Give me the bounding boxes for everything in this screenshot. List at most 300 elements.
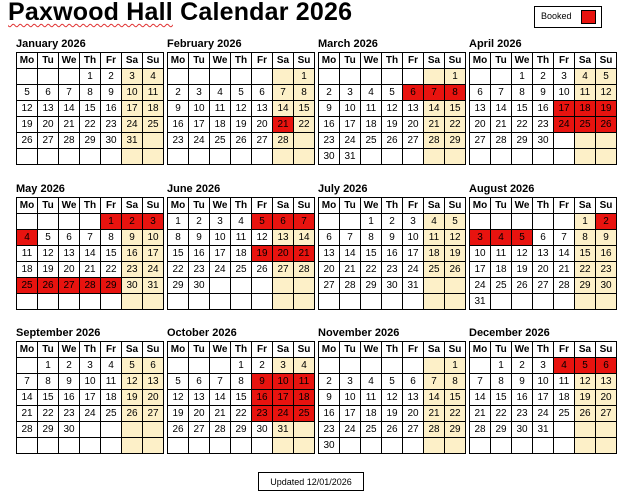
day-cell: 2 [122, 214, 143, 230]
empty-cell [340, 358, 361, 374]
empty-cell [596, 149, 617, 165]
empty-cell [382, 69, 403, 85]
weekday-header: Tu [189, 53, 210, 69]
weekday-header: Sa [424, 53, 445, 69]
weekday-header: Fr [403, 53, 424, 69]
day-cell: 11 [143, 85, 164, 101]
day-cell: 2 [533, 69, 554, 85]
day-cell: 12 [38, 246, 59, 262]
day-cell: 18 [575, 101, 596, 117]
empty-cell [231, 438, 252, 454]
day-cell: 3 [403, 214, 424, 230]
day-cell: 16 [59, 390, 80, 406]
day-cell: 3 [143, 214, 164, 230]
day-cell: 15 [80, 101, 101, 117]
day-cell: 11 [424, 230, 445, 246]
day-cell: 14 [210, 390, 231, 406]
month-table [469, 197, 617, 310]
day-cell: 1 [38, 358, 59, 374]
day-cell: 9 [168, 101, 189, 117]
empty-cell [80, 438, 101, 454]
day-cell: 4 [554, 358, 575, 374]
empty-cell [59, 214, 80, 230]
legend [534, 6, 602, 28]
day-cell: 1 [101, 214, 122, 230]
empty-cell [294, 438, 315, 454]
day-cell: 13 [403, 101, 424, 117]
day-cell: 23 [252, 406, 273, 422]
week-row [470, 230, 617, 246]
day-cell: 26 [122, 406, 143, 422]
empty-cell [252, 438, 273, 454]
week-row [168, 101, 315, 117]
month-title: March 2026 [318, 38, 378, 50]
weekday-header: Su [596, 342, 617, 358]
day-cell: 8 [491, 374, 512, 390]
day-cell: 21 [80, 262, 101, 278]
day-cell: 18 [143, 101, 164, 117]
weekday-header: We [210, 53, 231, 69]
day-cell: 13 [533, 246, 554, 262]
week-row [319, 133, 466, 149]
day-cell: 31 [533, 422, 554, 438]
empty-cell [210, 69, 231, 85]
weekday-header: Su [143, 198, 164, 214]
week-row [319, 374, 466, 390]
day-cell: 27 [189, 422, 210, 438]
day-cell: 26 [382, 422, 403, 438]
week-row [168, 262, 315, 278]
empty-cell [143, 149, 164, 165]
day-cell: 15 [168, 246, 189, 262]
day-cell: 9 [59, 374, 80, 390]
empty-cell [38, 69, 59, 85]
weekday-header: Sa [273, 342, 294, 358]
day-cell: 11 [491, 246, 512, 262]
day-cell: 13 [596, 374, 617, 390]
day-cell: 23 [319, 133, 340, 149]
day-cell: 24 [554, 117, 575, 133]
week-row [470, 133, 617, 149]
empty-cell [38, 438, 59, 454]
empty-cell [17, 214, 38, 230]
day-cell: 21 [491, 117, 512, 133]
weekday-header: Sa [424, 198, 445, 214]
week-row [319, 85, 466, 101]
month-table [167, 197, 315, 310]
week-row [168, 117, 315, 133]
empty-cell [512, 149, 533, 165]
weekday-header: We [512, 198, 533, 214]
day-cell: 23 [512, 406, 533, 422]
empty-cell [403, 438, 424, 454]
day-cell: 25 [361, 422, 382, 438]
day-cell: 1 [294, 69, 315, 85]
month-december [469, 326, 619, 454]
empty-cell [361, 358, 382, 374]
empty-cell [122, 438, 143, 454]
weekday-header: Mo [17, 198, 38, 214]
day-cell: 8 [361, 230, 382, 246]
title-hall-name: Paxwood Hall [8, 0, 173, 26]
weekday-header: Fr [554, 342, 575, 358]
day-cell: 30 [122, 278, 143, 294]
day-cell: 18 [231, 246, 252, 262]
day-cell: 23 [122, 262, 143, 278]
weekday-header: Tu [189, 198, 210, 214]
day-cell: 7 [273, 85, 294, 101]
weekday-header: Sa [424, 342, 445, 358]
empty-cell [168, 149, 189, 165]
empty-cell [122, 422, 143, 438]
day-cell: 4 [361, 374, 382, 390]
day-cell: 8 [294, 85, 315, 101]
day-cell: 19 [252, 246, 273, 262]
week-row [470, 85, 617, 101]
day-cell: 13 [59, 246, 80, 262]
empty-cell [143, 422, 164, 438]
empty-cell [17, 149, 38, 165]
weekday-header: Fr [252, 342, 273, 358]
day-cell: 16 [319, 117, 340, 133]
day-cell: 23 [533, 117, 554, 133]
empty-cell [294, 422, 315, 438]
day-cell: 19 [122, 390, 143, 406]
day-cell: 10 [340, 390, 361, 406]
empty-cell [59, 438, 80, 454]
day-cell: 7 [80, 230, 101, 246]
day-cell: 13 [470, 101, 491, 117]
day-cell: 21 [210, 406, 231, 422]
day-cell: 19 [17, 117, 38, 133]
day-cell: 27 [403, 422, 424, 438]
weekday-header: Fr [403, 198, 424, 214]
empty-cell [319, 294, 340, 310]
weekday-header: Mo [470, 342, 491, 358]
day-cell: 13 [189, 390, 210, 406]
day-cell: 20 [59, 262, 80, 278]
day-cell: 25 [17, 278, 38, 294]
day-cell: 20 [470, 117, 491, 133]
day-cell: 13 [38, 101, 59, 117]
weekday-header: Th [80, 53, 101, 69]
month-title: August 2026 [469, 183, 535, 195]
day-cell: 1 [445, 69, 466, 85]
day-cell: 28 [491, 133, 512, 149]
empty-cell [189, 149, 210, 165]
day-cell: 8 [575, 230, 596, 246]
day-cell: 11 [101, 374, 122, 390]
day-cell: 15 [445, 390, 466, 406]
week-row [168, 230, 315, 246]
empty-cell [273, 69, 294, 85]
week-row [17, 294, 164, 310]
day-cell: 18 [424, 246, 445, 262]
empty-cell [17, 438, 38, 454]
day-cell: 26 [575, 406, 596, 422]
day-cell: 18 [361, 406, 382, 422]
empty-cell [59, 69, 80, 85]
month-title: July 2026 [318, 183, 368, 195]
weekday-header: We [361, 198, 382, 214]
week-row [17, 422, 164, 438]
weekday-header: Fr [252, 198, 273, 214]
month-table [167, 341, 315, 454]
day-cell: 14 [470, 390, 491, 406]
day-cell: 26 [382, 133, 403, 149]
day-cell: 15 [491, 390, 512, 406]
empty-cell [38, 214, 59, 230]
empty-cell [294, 149, 315, 165]
empty-cell [294, 294, 315, 310]
empty-cell [273, 278, 294, 294]
day-cell: 26 [17, 133, 38, 149]
day-cell: 9 [319, 101, 340, 117]
empty-cell [403, 294, 424, 310]
empty-cell [210, 438, 231, 454]
week-row [470, 149, 617, 165]
empty-cell [491, 438, 512, 454]
empty-cell [210, 294, 231, 310]
week-row [17, 133, 164, 149]
empty-cell [143, 133, 164, 149]
day-cell: 20 [319, 262, 340, 278]
empty-cell [424, 278, 445, 294]
day-cell: 23 [189, 262, 210, 278]
day-cell: 28 [210, 422, 231, 438]
day-cell: 25 [491, 278, 512, 294]
day-cell: 7 [424, 85, 445, 101]
day-cell: 30 [319, 149, 340, 165]
day-cell: 5 [382, 85, 403, 101]
day-cell: 10 [340, 101, 361, 117]
week-row [319, 262, 466, 278]
day-cell: 6 [252, 85, 273, 101]
day-cell: 29 [80, 133, 101, 149]
day-cell: 24 [533, 406, 554, 422]
week-row [319, 278, 466, 294]
weekday-header: Su [596, 53, 617, 69]
empty-cell [554, 294, 575, 310]
day-cell: 1 [512, 69, 533, 85]
day-cell: 25 [143, 117, 164, 133]
month-june [167, 182, 317, 310]
day-cell: 15 [445, 101, 466, 117]
day-cell: 24 [470, 278, 491, 294]
day-cell: 17 [533, 390, 554, 406]
day-cell: 2 [319, 85, 340, 101]
empty-cell [143, 438, 164, 454]
week-row [168, 69, 315, 85]
day-cell: 26 [445, 262, 466, 278]
day-cell: 23 [382, 262, 403, 278]
empty-cell [596, 422, 617, 438]
day-cell: 5 [252, 214, 273, 230]
empty-cell [80, 214, 101, 230]
day-cell: 7 [59, 85, 80, 101]
day-cell: 8 [168, 230, 189, 246]
day-cell: 17 [403, 246, 424, 262]
week-row [319, 422, 466, 438]
week-row [470, 438, 617, 454]
day-cell: 8 [445, 85, 466, 101]
empty-cell [382, 358, 403, 374]
empty-cell [445, 438, 466, 454]
day-cell: 5 [231, 85, 252, 101]
day-cell: 11 [294, 374, 315, 390]
month-may [16, 182, 166, 310]
day-cell: 22 [512, 117, 533, 133]
day-cell: 25 [294, 406, 315, 422]
day-cell: 4 [17, 230, 38, 246]
day-cell: 17 [189, 117, 210, 133]
day-cell: 3 [470, 230, 491, 246]
month-title: February 2026 [167, 38, 242, 50]
weekday-header: Tu [491, 198, 512, 214]
day-cell: 9 [596, 230, 617, 246]
day-cell: 19 [575, 390, 596, 406]
empty-cell [210, 278, 231, 294]
day-cell: 7 [491, 85, 512, 101]
day-cell: 16 [596, 246, 617, 262]
week-row [17, 262, 164, 278]
day-cell: 27 [319, 278, 340, 294]
empty-cell [319, 69, 340, 85]
day-cell: 17 [273, 390, 294, 406]
day-cell: 3 [340, 85, 361, 101]
day-cell: 17 [470, 262, 491, 278]
day-cell: 24 [403, 262, 424, 278]
day-cell: 6 [273, 214, 294, 230]
empty-cell [512, 294, 533, 310]
empty-cell [575, 133, 596, 149]
day-cell: 15 [101, 246, 122, 262]
day-cell: 8 [231, 374, 252, 390]
month-table [318, 341, 466, 454]
day-cell: 1 [80, 69, 101, 85]
day-cell: 30 [189, 278, 210, 294]
day-cell: 17 [340, 117, 361, 133]
day-cell: 10 [143, 230, 164, 246]
day-cell: 6 [596, 358, 617, 374]
empty-cell [361, 294, 382, 310]
day-cell: 17 [210, 246, 231, 262]
day-cell: 14 [424, 390, 445, 406]
day-cell: 27 [470, 133, 491, 149]
day-cell: 28 [470, 422, 491, 438]
empty-cell [273, 294, 294, 310]
weekday-header: Su [445, 342, 466, 358]
weekday-header: Th [231, 53, 252, 69]
empty-cell [38, 294, 59, 310]
day-cell: 31 [143, 278, 164, 294]
day-cell: 15 [512, 101, 533, 117]
day-cell: 19 [231, 117, 252, 133]
day-cell: 26 [252, 262, 273, 278]
week-row [319, 358, 466, 374]
empty-cell [403, 149, 424, 165]
empty-cell [445, 278, 466, 294]
day-cell: 13 [273, 230, 294, 246]
month-february [167, 37, 317, 165]
day-cell: 31 [403, 278, 424, 294]
weekday-header: Sa [575, 53, 596, 69]
legend-booked-swatch [581, 10, 596, 24]
day-cell: 14 [17, 390, 38, 406]
empty-cell [252, 294, 273, 310]
empty-cell [470, 358, 491, 374]
day-cell: 27 [252, 133, 273, 149]
day-cell: 16 [512, 390, 533, 406]
day-cell: 9 [122, 230, 143, 246]
weekday-header: We [361, 342, 382, 358]
week-row [17, 230, 164, 246]
day-cell: 24 [80, 406, 101, 422]
day-cell: 28 [340, 278, 361, 294]
empty-cell [533, 438, 554, 454]
weekday-header: We [59, 53, 80, 69]
empty-cell [533, 214, 554, 230]
day-cell: 6 [403, 85, 424, 101]
day-cell: 17 [340, 406, 361, 422]
day-cell: 23 [59, 406, 80, 422]
weekday-header: Th [533, 53, 554, 69]
day-cell: 4 [491, 230, 512, 246]
day-cell: 21 [17, 406, 38, 422]
weekday-header: Th [80, 198, 101, 214]
empty-cell [491, 149, 512, 165]
day-cell: 11 [575, 85, 596, 101]
day-cell: 22 [101, 262, 122, 278]
week-row [168, 422, 315, 438]
day-cell: 6 [403, 374, 424, 390]
day-cell: 10 [403, 230, 424, 246]
legend-label: Booked [541, 11, 572, 21]
empty-cell [189, 294, 210, 310]
day-cell: 11 [231, 230, 252, 246]
weekday-header: Th [533, 198, 554, 214]
day-cell: 17 [80, 390, 101, 406]
week-row [17, 117, 164, 133]
day-cell: 27 [143, 406, 164, 422]
day-cell: 17 [143, 246, 164, 262]
empty-cell [575, 438, 596, 454]
day-cell: 20 [143, 390, 164, 406]
day-cell: 28 [424, 422, 445, 438]
empty-cell [80, 422, 101, 438]
day-cell: 21 [554, 262, 575, 278]
day-cell: 6 [38, 85, 59, 101]
day-cell: 4 [143, 69, 164, 85]
day-cell: 30 [101, 133, 122, 149]
month-title: November 2026 [318, 327, 400, 339]
empty-cell [470, 149, 491, 165]
weekday-header: Sa [273, 198, 294, 214]
weekday-header: Th [80, 342, 101, 358]
day-cell: 28 [59, 133, 80, 149]
day-cell: 16 [101, 101, 122, 117]
day-cell: 26 [231, 133, 252, 149]
empty-cell [596, 438, 617, 454]
weekday-header: We [361, 53, 382, 69]
month-table [16, 52, 164, 165]
day-cell: 6 [143, 358, 164, 374]
week-row [319, 390, 466, 406]
week-row [470, 278, 617, 294]
empty-cell [596, 294, 617, 310]
empty-cell [189, 358, 210, 374]
day-cell: 11 [17, 246, 38, 262]
